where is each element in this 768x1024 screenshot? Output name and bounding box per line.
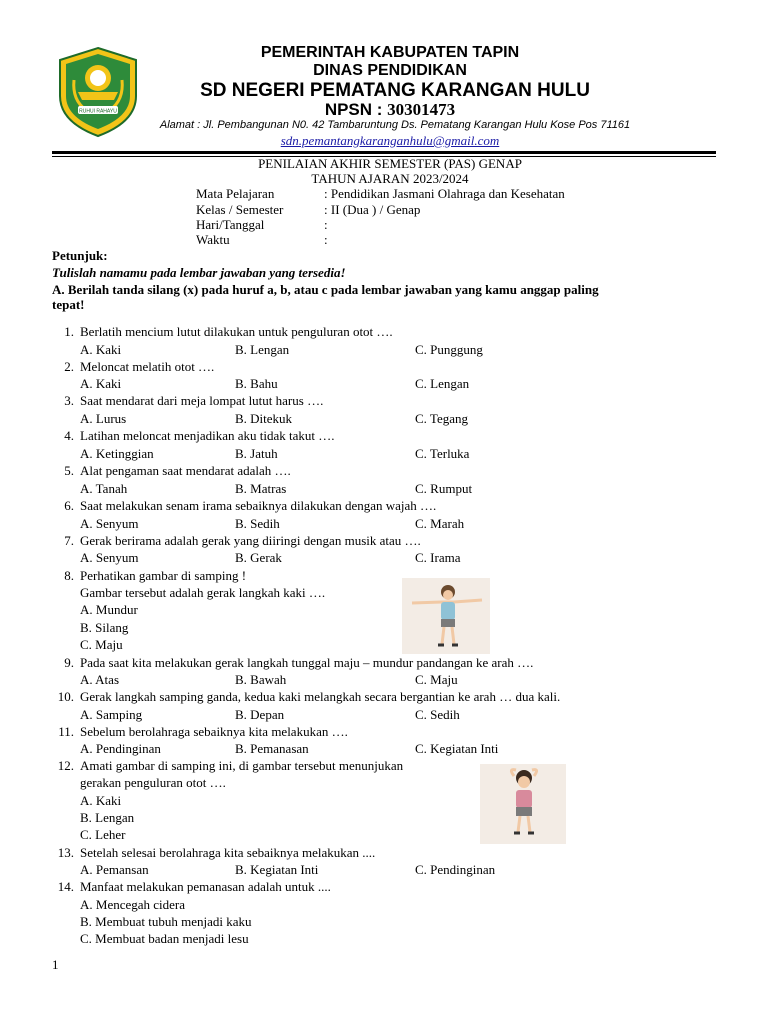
option-b: B. Bahu	[235, 376, 278, 391]
question-number: 11.	[58, 724, 74, 739]
question-text: Perhatikan gambar di samping !	[80, 568, 247, 583]
option-a: A. Pendinginan	[80, 741, 161, 756]
option-a: A. Ketinggian	[80, 446, 154, 461]
question-text: Setelah selesai berolahraga kita sebaiknya melakukan ....	[80, 845, 376, 860]
question-number: 1.	[64, 324, 74, 339]
option-b: B. Membuat tubuh menjadi kaku	[80, 914, 252, 929]
question-number: 9.	[64, 655, 74, 670]
meta-value-time: :	[324, 232, 328, 247]
question-number: 5.	[64, 463, 74, 478]
option-b: B. Matras	[235, 481, 287, 496]
meta-label-date: Hari/Tanggal	[196, 217, 265, 232]
page-number: 1	[52, 957, 59, 972]
option-a: A. Mencegah cidera	[80, 897, 186, 912]
option-b: B. Sedih	[235, 516, 280, 531]
option-c: C. Punggung	[415, 342, 483, 357]
option-a: A. Kaki	[80, 793, 122, 808]
option-b: B. Ditekuk	[235, 411, 293, 426]
question-number: 12.	[57, 758, 74, 773]
question-text: Manfaat melakukan pemanasan adalah untuk ....	[80, 879, 331, 894]
option-c: C. Lengan	[415, 376, 470, 391]
question-text: Berlatih mencium lutut dilakukan untuk penguluran otot ….	[80, 324, 393, 339]
question-text-cont: gerakan penguluran otot ….	[80, 775, 226, 790]
stretching-illustration	[480, 764, 566, 844]
school-address: Alamat : Jl. Pembangunan N0. 42 Tambaruntung Ds. Pematang Karangan Hulu Kose Pos 71161	[159, 119, 631, 131]
option-c: C. Irama	[415, 550, 461, 565]
question-number: 6.	[64, 498, 74, 513]
meta-label-time: Waktu	[196, 232, 230, 247]
question-number: 7.	[64, 533, 74, 548]
question-number: 2.	[64, 359, 74, 374]
question-text: Saat mendarat dari meja lompat lutut harus ….	[80, 393, 324, 408]
option-a: A. Kaki	[80, 342, 122, 357]
academic-year: TAHUN AJARAN 2023/2024	[311, 171, 469, 186]
question-text: Sebelum berolahraga sebaiknya kita melakukan ….	[80, 724, 348, 739]
instructions-name: Tulislah namamu pada lembar jawaban yang tersedia!	[52, 265, 346, 280]
npsn-value: 30301473	[387, 100, 456, 119]
question-number: 10.	[57, 689, 74, 704]
question-text: Gerak berirama adalah gerak yang diiringi dengan musik atau ….	[80, 533, 421, 548]
option-c: C. Kegiatan Inti	[415, 741, 499, 756]
option-b: B. Bawah	[235, 672, 287, 687]
option-c: C. Leher	[80, 827, 126, 842]
exam-title: PENILAIAN AKHIR SEMESTER (PAS) GENAP	[258, 156, 522, 171]
option-c: C. Marah	[415, 516, 465, 531]
option-c: C. Maju	[415, 672, 458, 687]
option-b: B. Gerak	[235, 550, 282, 565]
option-a: A. Senyum	[80, 550, 139, 565]
option-c: C. Terluka	[415, 446, 470, 461]
option-c: C. Maju	[80, 637, 123, 652]
question-text: Alat pengaman saat mendarat adalah ….	[80, 463, 291, 478]
meta-label-class: Kelas / Semester	[196, 202, 284, 217]
meta-value-subject: : Pendidikan Jasmani Olahraga dan Kesehatan	[324, 186, 565, 201]
question-text: Pada saat kita melakukan gerak langkah tunggal maju – mundur pandangan ke arah ….	[80, 655, 534, 670]
option-c: C. Sedih	[415, 707, 460, 722]
department-name: DINAS PENDIDIKAN	[313, 62, 467, 79]
option-c: C. Pendinginan	[415, 862, 496, 877]
question-number: 8.	[64, 568, 74, 583]
option-a: A. Pemansan	[80, 862, 149, 877]
meta-label-subject: Mata Pelajaran	[196, 186, 275, 201]
option-b: B. Lengan	[80, 810, 135, 825]
question-text-cont: Gambar tersebut adalah gerak langkah kaki ….	[80, 585, 326, 600]
instructions-section-a-cont: tepat!	[52, 297, 85, 312]
npsn-label: NPSN :	[324, 100, 383, 119]
government-name: PEMERINTAH KABUPATEN TAPIN	[260, 44, 520, 61]
meta-value-date: :	[324, 217, 328, 232]
meta-value-class: : II (Dua ) / Genap	[324, 202, 421, 217]
header-divider-thick	[52, 151, 716, 154]
option-b: B. Pemanasan	[235, 741, 309, 756]
logo-motto: RUHUI RAHAYU	[79, 108, 117, 115]
option-b: B. Depan	[235, 707, 285, 722]
question-text: Latihan meloncat menjadikan aku tidak takut ….	[80, 428, 335, 443]
question-text: Saat melakukan senam irama sebaiknya dilakukan dengan wajah ….	[80, 498, 437, 513]
instructions-section-a: A. Berilah tanda silang (x) pada huruf a, b, atau c pada lembar jawaban yang kamu anggap paling	[52, 282, 599, 297]
question-text: Amati gambar di samping ini, di gambar tersebut menunjukan	[80, 758, 404, 773]
option-b: B. Kegiatan Inti	[235, 862, 319, 877]
question-number: 13.	[57, 845, 74, 860]
npsn	[200, 100, 580, 120]
question-number: 4.	[64, 428, 74, 443]
instructions-heading: Petunjuk:	[52, 248, 108, 263]
question-text: Gerak langkah samping ganda, kedua kaki melangkah secara bergantian ke arah … dua kali.	[80, 689, 561, 704]
option-c: C. Tegang	[415, 411, 469, 426]
option-a: A. Tanah	[80, 481, 128, 496]
option-b: B. Lengan	[235, 342, 290, 357]
question-number: 14.	[57, 879, 74, 894]
option-a: A. Samping	[80, 707, 143, 722]
question-text: Meloncat melatih otot ….	[80, 359, 215, 374]
side-step-illustration	[402, 578, 490, 654]
question-number: 3.	[64, 393, 74, 408]
option-c: C. Rumput	[415, 481, 473, 496]
option-a: A. Lurus	[80, 411, 127, 426]
option-b: B. Jatuh	[235, 446, 278, 461]
option-a: A. Mundur	[80, 602, 138, 617]
school-email-link[interactable]: sdn.pemantangkaranganhulu@gmail.com	[280, 133, 500, 148]
option-a: A. Kaki	[80, 376, 122, 391]
option-a: A. Senyum	[80, 516, 139, 531]
school-name: SD NEGERI PEMATANG KARANGAN HULU	[200, 80, 590, 101]
option-b: B. Silang	[80, 620, 129, 635]
option-a: A. Atas	[80, 672, 119, 687]
option-c: C. Membuat badan menjadi lesu	[80, 931, 249, 946]
